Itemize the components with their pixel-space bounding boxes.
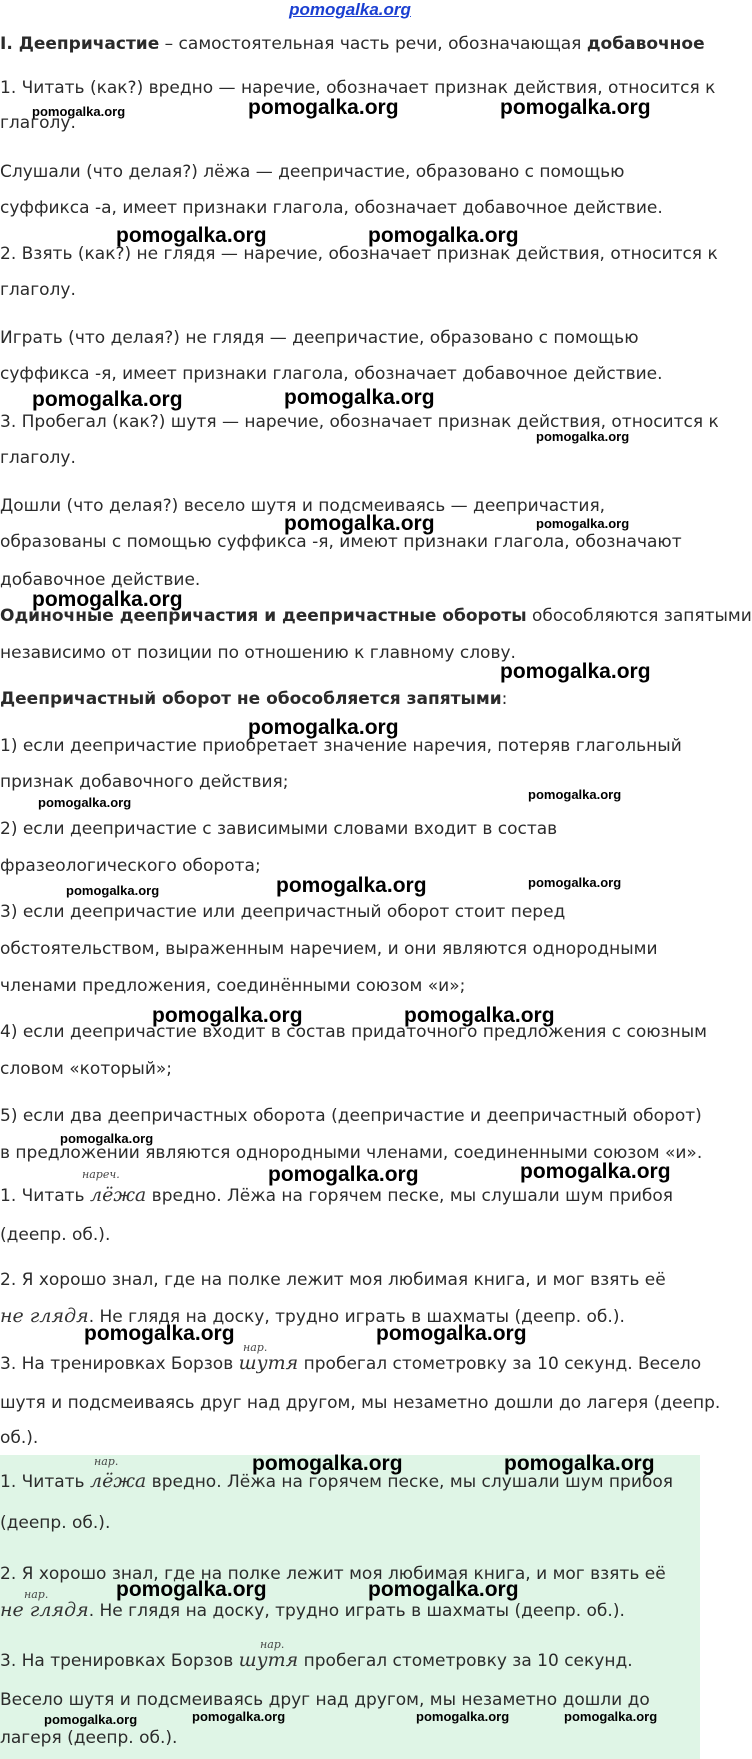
- watermark-text: pomogalka.org: [252, 1452, 403, 1475]
- watermark-text: pomogalka.org: [44, 1712, 138, 1727]
- text-line: в предложении являются однородными членами, соединенными союзом «и».: [0, 1143, 703, 1163]
- text-line: словом «который»;: [0, 1059, 173, 1079]
- text-line: 2. Я хорошо знал, где на полке лежит моя любимая книга, и мог взять её: [0, 1270, 666, 1290]
- text-line: лагеря (деепр. об.).: [0, 1728, 178, 1748]
- text-line: шутя и подсмеиваясь друг над другом, мы незаметно дошли до лагеря (деепр.: [0, 1393, 721, 1413]
- annotation-label: нар.: [260, 1638, 285, 1651]
- answer-text: . Не глядя на доску, трудно играть в шахматы (деепр. об.).: [88, 1601, 625, 1621]
- answer-line: [0, 1353, 701, 1374]
- rule-text: обособляются запятыми: [526, 606, 752, 626]
- text-line: фразеологического оборота;: [0, 856, 261, 876]
- watermark-text: pomogalka.org: [416, 1709, 510, 1724]
- intro-line: [0, 34, 705, 54]
- text-line: Дошли (что делая?) весело шутя и подсмеиваясь — деепричастия,: [0, 496, 606, 516]
- text-line: образованы с помощью суффикса -я, имеют признаки глагола, обозначают: [0, 532, 682, 552]
- text-line: (деепр. об.).: [0, 1225, 111, 1245]
- answer-text: 3. На тренировках Борзов: [0, 1354, 239, 1374]
- answer-text: 1. Читать: [0, 1472, 90, 1492]
- watermark-text: pomogalka.org: [564, 1709, 658, 1724]
- watermark-text: pomogalka.org: [284, 512, 435, 535]
- watermark-text: pomogalka.org: [520, 1160, 671, 1183]
- text-line: членами предложения, соединёнными союзом «и»;: [0, 976, 466, 996]
- watermark-text: pomogalka.org: [276, 874, 427, 897]
- watermark-text: pomogalka.org: [38, 795, 132, 810]
- answer-word: не глядя: [0, 1599, 89, 1621]
- answer-line: [0, 1185, 673, 1206]
- rule-line: [0, 689, 507, 709]
- list-item: 5) если два деепричастных оборота (деепричастие и деепричастный оборот): [0, 1106, 702, 1126]
- text-line: 2. Я хорошо знал, где на полке лежит моя любимая книга, и мог взять её: [0, 1564, 666, 1584]
- text-line: суффикса -а, имеет признаки глагола, обозначает добавочное действие.: [0, 198, 663, 218]
- watermark-text: pomogalka.org: [528, 875, 622, 890]
- watermark-text: pomogalka.org: [32, 388, 183, 411]
- text-line: добавочное действие.: [0, 570, 201, 590]
- answer-word: не глядя: [0, 1305, 89, 1327]
- text-line: об.).: [0, 1428, 39, 1448]
- annotation-label: нар.: [94, 1455, 119, 1468]
- watermark-text: pomogalka.org: [192, 1709, 286, 1724]
- annotation-label: нар.: [243, 1341, 268, 1354]
- text-line: глаголу.: [0, 280, 76, 300]
- watermark-text: pomogalka.org: [84, 1322, 235, 1345]
- answer-word: лёжа: [89, 1184, 147, 1206]
- watermark-text: pomogalka.org: [268, 1163, 419, 1186]
- answer-word: шутя: [238, 1352, 299, 1374]
- watermark-text: pomogalka.org: [60, 1131, 154, 1146]
- text-line: Играть (что делая?) не глядя — деепричастие, образовано с помощью: [0, 328, 639, 348]
- watermark-text: pomogalka.org: [152, 1004, 303, 1027]
- watermark-text: pomogalka.org: [248, 716, 399, 739]
- rule-bold: Деепричастный оборот не обособляется запятыми: [0, 689, 502, 709]
- answer-line: [0, 1650, 633, 1671]
- watermark-text: pomogalka.org: [116, 224, 267, 247]
- intro-text: – самостоятельная часть речи, обозначающая: [159, 34, 587, 54]
- watermark-text: pomogalka.org: [504, 1452, 655, 1475]
- text-line: глаголу.: [0, 113, 76, 133]
- text-line: (деепр. об.).: [0, 1513, 111, 1533]
- answer-word: лёжа: [89, 1470, 147, 1492]
- answer-text: . Не глядя на доску, трудно играть в шахматы (деепр. об.).: [88, 1307, 625, 1327]
- text-line: суффикса -я, имеет признаки глагола, обозначает добавочное действие.: [0, 364, 663, 384]
- watermark-text: pomogalka.org: [116, 1578, 267, 1601]
- text-line: Слушали (что делая?) лёжа — деепричастие, образовано с помощью: [0, 162, 625, 182]
- answer-text: 3. На тренировках Борзов: [0, 1651, 239, 1671]
- answer-text: пробегал стометровку за 10 секунд.: [298, 1651, 633, 1671]
- answer-line: [0, 1600, 625, 1621]
- intro-num: I. Деепричастие: [0, 34, 160, 54]
- answer-text: вредно. Лёжа на горячем песке, мы слушали шум прибоя: [146, 1186, 673, 1206]
- text-line: независимо от позиции по отношению к главному слову.: [0, 643, 516, 663]
- watermark-text: pomogalka.org: [368, 224, 519, 247]
- answer-text: 1. Читать: [0, 1186, 90, 1206]
- text-line: Весело шутя и подсмеиваясь друг над другом, мы незаметно дошли до: [0, 1690, 650, 1710]
- watermark-text: pomogalka.org: [248, 96, 399, 119]
- text-line: 1. Читать (как?) вредно — наречие, обозначает признак действия, относится к: [0, 78, 716, 98]
- text-line: обстоятельством, выраженным наречием, и они являются однородными: [0, 939, 658, 959]
- watermark-text: pomogalka.org: [500, 96, 651, 119]
- watermark-text: pomogalka.org: [368, 1578, 519, 1601]
- rule-bold: Одиночные деепричастия и деепричастные обороты: [0, 606, 527, 626]
- annotation-label: нареч.: [82, 1168, 120, 1181]
- watermark-text: pomogalka.org: [404, 1004, 555, 1027]
- text-line: 3. Пробегал (как?) шутя — наречие, обозначает признак действия, относится к: [0, 412, 719, 432]
- watermark-text: pomogalka.org: [32, 588, 183, 611]
- annotation-label: нар.: [24, 1588, 49, 1601]
- watermark-text: pomogalka.org: [500, 660, 651, 683]
- watermark-text: pomogalka.org: [528, 787, 622, 802]
- list-item: 3) если деепричастие или деепричастный оборот стоит перед: [0, 902, 566, 922]
- text-line: глаголу.: [0, 448, 76, 468]
- watermark-text: pomogalka.org: [536, 429, 630, 444]
- rule-colon: :: [501, 689, 508, 709]
- list-item: 2) если деепричастие с зависимыми словами входит в состав: [0, 819, 558, 839]
- watermark-text: pomogalka.org: [66, 883, 160, 898]
- watermark-text: pomogalka.org: [376, 1322, 527, 1345]
- answer-text: вредно. Лёжа на горячем песке, мы слушали шум прибоя: [146, 1472, 673, 1492]
- answer-word: шутя: [238, 1649, 299, 1671]
- watermark-text: pomogalka.org: [32, 104, 126, 119]
- answer-text: пробегал стометровку за 10 секунд. Весело: [298, 1354, 702, 1374]
- intro-bold: добавочное: [586, 34, 705, 54]
- watermark-text: pomogalka.org: [536, 516, 630, 531]
- site-header-link[interactable]: pomogalka.org: [289, 0, 411, 19]
- list-item: 4) если деепричастие входит в состав придаточного предложения с союзным: [0, 1022, 707, 1042]
- watermark-text: pomogalka.org: [284, 386, 435, 409]
- list-item: 1) если деепричастие приобретает значение наречия, потеряв глагольный: [0, 736, 682, 756]
- text-line: признак добавочного действия;: [0, 772, 289, 792]
- text-line: 2. Взять (как?) не глядя — наречие, обозначает признак действия, относится к: [0, 244, 718, 264]
